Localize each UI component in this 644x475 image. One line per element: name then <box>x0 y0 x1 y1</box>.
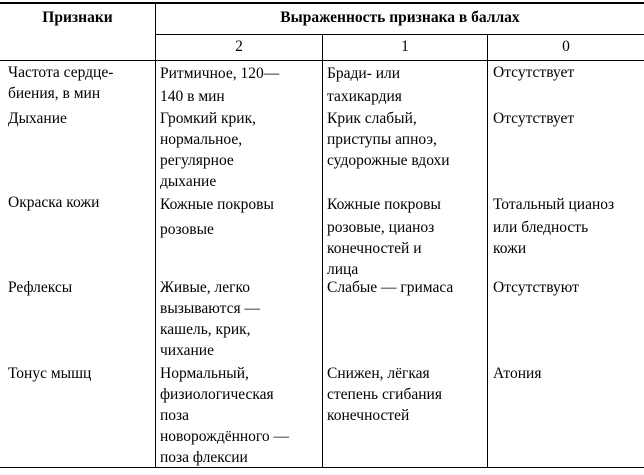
cell-line: Отсутствует <box>493 64 575 81</box>
cell-line: розовые <box>160 221 214 238</box>
row-skin-color-score2 <box>160 192 274 242</box>
column-divider-signs <box>155 2 156 468</box>
cell-line: конечностей и <box>327 240 422 257</box>
row-skin-color-score0 <box>493 192 614 259</box>
cell-line: биения, в мин <box>8 85 101 102</box>
cell-line: Кожные покровы <box>327 196 441 213</box>
signs-column-header: Признаки <box>42 9 113 26</box>
cell-line: лица <box>327 261 359 278</box>
row-heart-rate-sign <box>8 62 113 104</box>
column-divider-score2 <box>322 34 323 468</box>
cell-line: Громкий крик, <box>160 110 256 127</box>
cell-line: Частота сердце- <box>8 64 114 81</box>
row-reflexes-sign <box>8 277 72 298</box>
row-muscle-tone-sign <box>8 363 91 384</box>
row-heart-rate-score0 <box>493 62 574 83</box>
row-breathing-sign <box>8 108 67 129</box>
cell-line: поза флексии <box>160 449 248 466</box>
cell-line: 140 в мин <box>160 88 225 105</box>
row-muscle-tone-score2 <box>160 363 289 468</box>
cell-line: конечностей <box>327 407 410 424</box>
row-heart-rate-score1 <box>327 62 402 108</box>
cell-line: судорожные вдохи <box>327 152 450 169</box>
cell-line: степень сгибания <box>327 386 442 403</box>
cell-line: новорождённого — <box>160 428 290 445</box>
cell-line: кожи <box>493 240 527 257</box>
cell-line: поза <box>160 407 190 424</box>
row-breathing-score0 <box>493 108 574 129</box>
cell-line: приступы апноэ, <box>327 131 437 148</box>
cell-line: Живые, легко <box>160 279 251 296</box>
row-reflexes-score0 <box>493 277 579 298</box>
cell-line: Тотальный цианоз <box>493 196 615 213</box>
cell-line: Отсутствует <box>493 110 575 127</box>
cell-line: физиологическая <box>160 386 274 403</box>
row-skin-color-score1 <box>327 192 441 280</box>
cell-line: вызываются — <box>160 300 260 317</box>
cell-line: регулярное <box>160 152 234 169</box>
cell-line: Атония <box>493 365 542 382</box>
cell-line: тахикардия <box>327 88 402 105</box>
row-muscle-tone-score0 <box>493 363 541 384</box>
cell-line: Дыхание <box>8 110 67 127</box>
score-subheader-rule <box>155 34 644 35</box>
cell-line: Кожные покровы <box>160 196 274 213</box>
cell-line: Рефлексы <box>8 279 73 296</box>
row-reflexes-score2 <box>160 277 260 361</box>
cell-line: дыхание <box>160 173 217 190</box>
row-breathing-score1 <box>327 108 450 171</box>
cell-line: Крик слабый, <box>327 110 417 127</box>
score-0-header: 0 <box>562 38 570 55</box>
cell-line: чихание <box>160 342 214 359</box>
cell-line: кашель, крик, <box>160 321 251 338</box>
row-heart-rate-score2 <box>160 62 279 108</box>
row-muscle-tone-score1 <box>327 363 442 426</box>
cell-line: Бради- или <box>327 65 401 82</box>
row-breathing-score2 <box>160 108 256 192</box>
table-top-rule <box>0 2 644 4</box>
cell-line: Слабые — гримаса <box>327 279 454 296</box>
cell-line: Окраска кожи <box>8 194 100 211</box>
column-divider-score1 <box>487 34 488 468</box>
cell-line: Нормальный, <box>160 365 249 382</box>
cell-line: нормальное, <box>160 131 243 148</box>
row-skin-color-sign <box>8 192 99 213</box>
cell-line: Тонус мышц <box>8 365 92 382</box>
cell-line: Ритмичное, 120— <box>160 65 280 82</box>
severity-column-header: Выраженность признака в баллах <box>280 9 520 26</box>
score-1-header: 1 <box>401 38 409 55</box>
cell-line: розовые, цианоз <box>327 219 435 236</box>
score-2-header: 2 <box>235 38 243 55</box>
cell-line: Отсутствуют <box>493 279 579 296</box>
row-reflexes-score1 <box>327 277 453 298</box>
cell-line: Снижен, лёгкая <box>327 365 430 382</box>
cell-line: или бледность <box>493 219 589 236</box>
